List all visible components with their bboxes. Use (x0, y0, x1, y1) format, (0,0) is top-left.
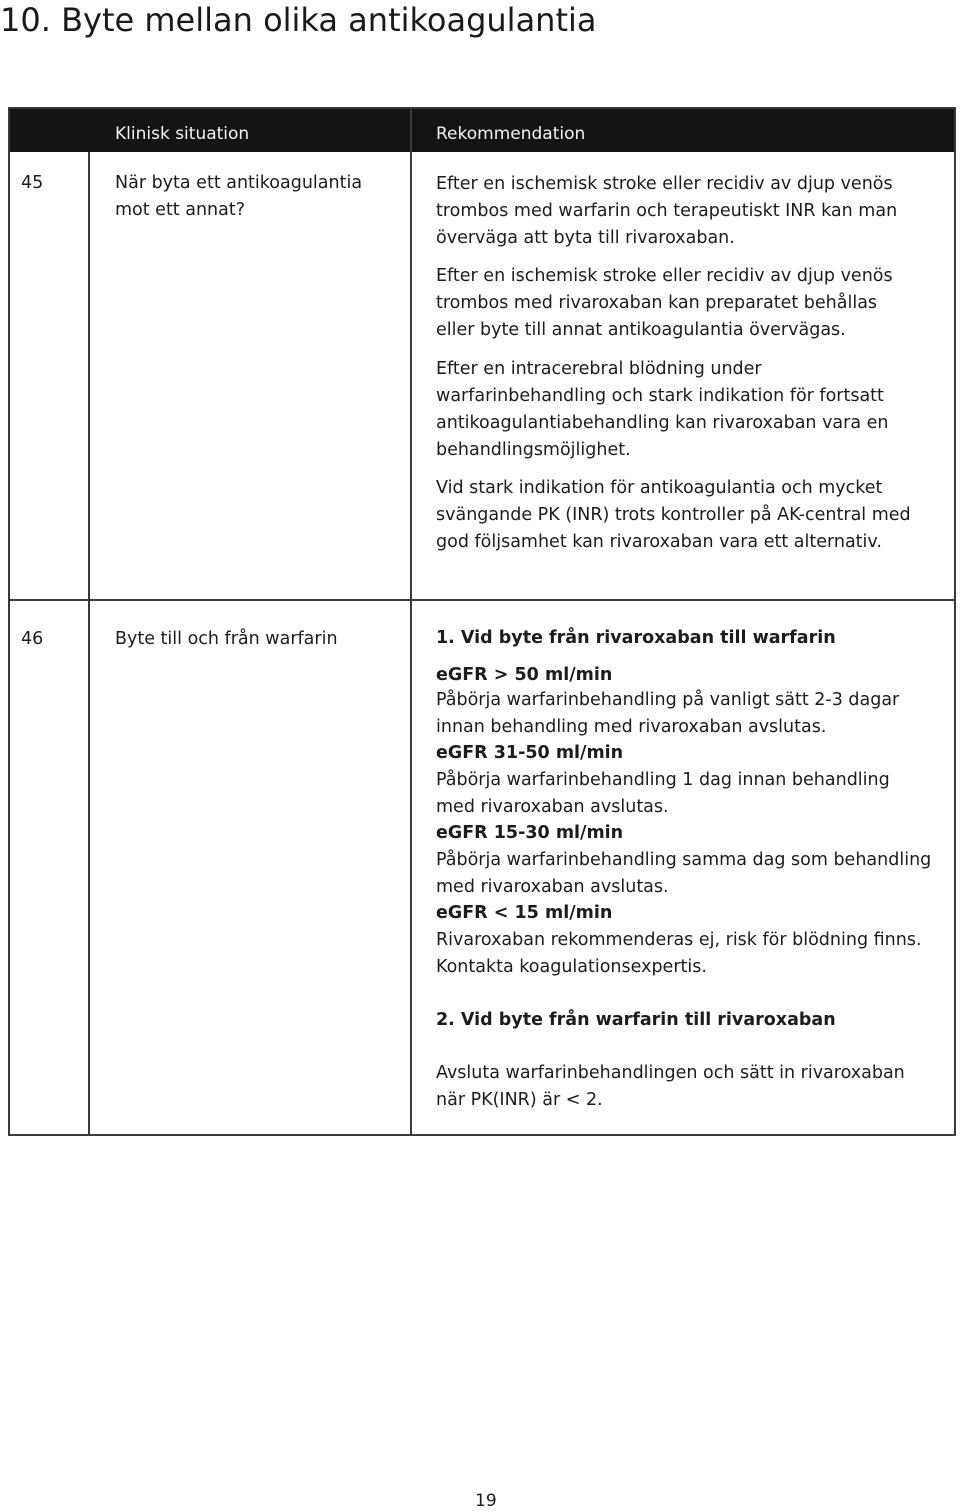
row-number: 45 (21, 173, 44, 193)
recommendation-line: warfarinbehandling och stark indikation för fortsatt (436, 386, 884, 406)
recommendation-line: svängande PK (INR) trots kontroller på AK-central med (436, 505, 911, 525)
recommendation-line: Vid stark indikation för antikoagulantia och mycket (436, 478, 883, 498)
recommendation-line: när PK(INR) är < 2. (436, 1090, 603, 1110)
recommendation-line: med rivaroxaban avslutas. (436, 877, 669, 897)
page-number: 19 (475, 1491, 497, 1511)
row-divider (10, 599, 954, 601)
recommendation-table (8, 107, 956, 1136)
recommendation-line: Efter en ischemisk stroke eller recidiv av djup venös (436, 174, 893, 194)
recommendation-line: överväga att byta till rivaroxaban. (436, 228, 735, 248)
recommendation-line: trombos med rivaroxaban kan preparatet behållas (436, 293, 878, 313)
recommendation-line: Kontakta koagulationsexpertis. (436, 957, 707, 977)
recommendation-line: Efter en ischemisk stroke eller recidiv av djup venös (436, 266, 893, 286)
situation-line: När byta ett antikoagulantia (115, 173, 363, 193)
egfr-label: eGFR < 15 ml/min (436, 903, 613, 923)
header-clinical-situation: Klinisk situation (115, 124, 250, 144)
recommendation-line: eller byte till annat antikoagulantia övervägas. (436, 320, 846, 340)
recommendation-line: Rivaroxaban rekommenderas ej, risk för blödning finns. (436, 930, 922, 950)
recommendation-line: trombos med warfarin och terapeutiskt INR kan man (436, 201, 898, 221)
recommendation-line: antikoagulantiabehandling kan rivaroxaban vara en (436, 413, 889, 433)
recommendation-line: med rivaroxaban avslutas. (436, 797, 669, 817)
column-divider (410, 109, 412, 1134)
recommendation-line: Påbörja warfarinbehandling samma dag som behandling (436, 850, 932, 870)
recommendation-line: innan behandling med rivaroxaban avslutas. (436, 717, 827, 737)
situation-line: mot ett annat? (115, 200, 246, 220)
column-divider (88, 152, 90, 1134)
situation-line: Byte till och från warfarin (115, 629, 338, 649)
egfr-label: eGFR 31-50 ml/min (436, 743, 624, 763)
recommendation-line: behandlingsmöjlighet. (436, 440, 631, 460)
header-recommendation: Rekommendation (436, 124, 586, 144)
recommendation-line: god följsamhet kan rivaroxaban vara ett alternativ. (436, 532, 882, 552)
recommendation-line: Efter en intracerebral blödning under (436, 359, 762, 379)
row-number: 46 (21, 629, 44, 649)
page-title: 10. Byte mellan olika antikoagulantia (0, 1, 597, 39)
egfr-label: eGFR 15-30 ml/min (436, 823, 624, 843)
egfr-label: eGFR > 50 ml/min (436, 665, 613, 685)
section-heading: 1. Vid byte från rivaroxaban till warfarin (436, 628, 836, 648)
table-header (10, 109, 954, 152)
section-heading: 2. Vid byte från warfarin till rivaroxaban (436, 1010, 836, 1030)
recommendation-line: Påbörja warfarinbehandling på vanligt sätt 2-3 dagar (436, 690, 900, 710)
recommendation-line: Påbörja warfarinbehandling 1 dag innan behandling (436, 770, 890, 790)
recommendation-line: Avsluta warfarinbehandlingen och sätt in rivaroxaban (436, 1063, 905, 1083)
